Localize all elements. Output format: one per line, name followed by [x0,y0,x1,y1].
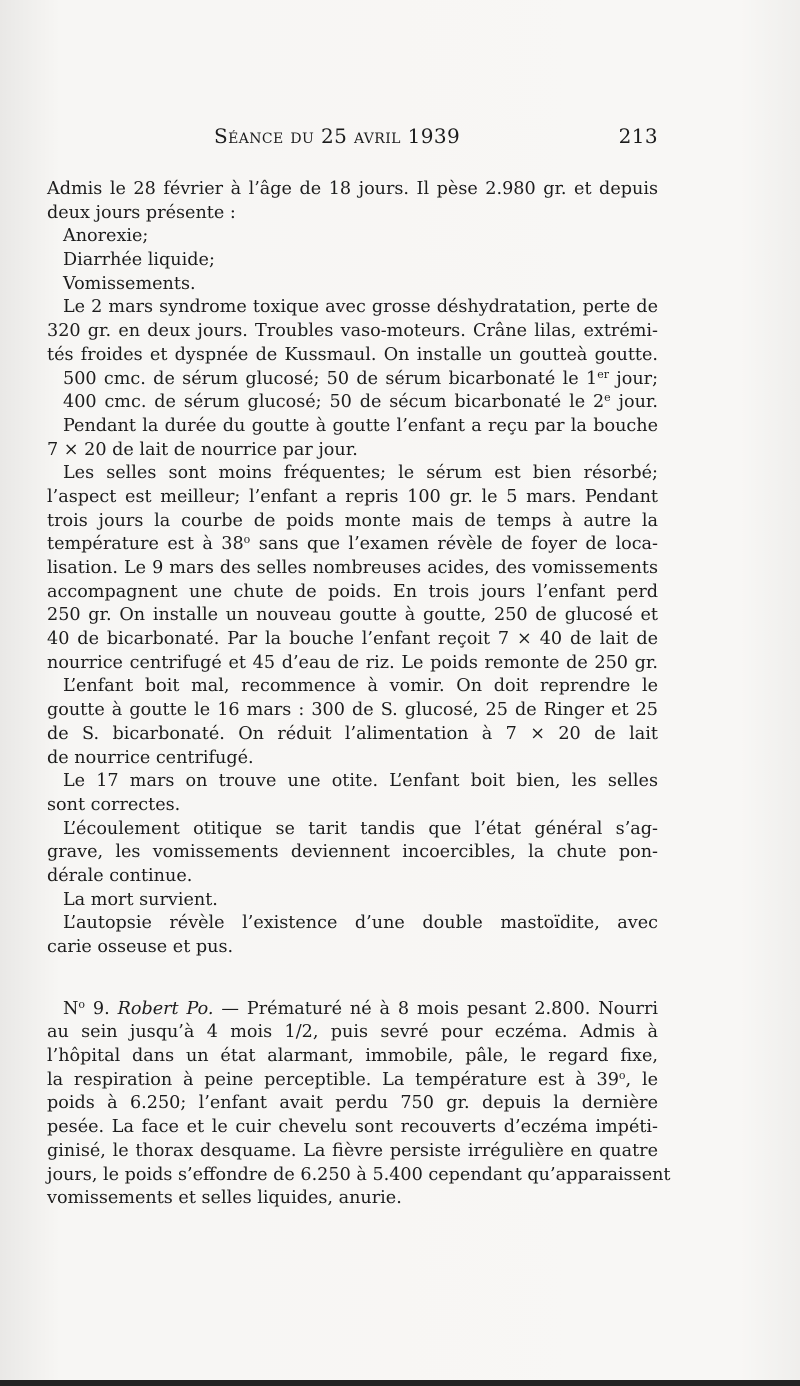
text-line: Le 2 mars syndrome toxique avec grosse déshydratation, perte de [63,297,658,318]
text-line: de nourrice centrifugé. [47,747,254,768]
text-line: Diarrhée liquide; [63,250,215,271]
text-fragment: 500 cmc. de sérum glucosé; 50 de sérum bicarbonaté le 1er jour; [63,367,658,389]
page-number: 213 [618,124,658,148]
text-fragment: la respiration à peine perceptible. La température est à 39$^o$, le [47,1068,658,1090]
text-line: jours, le poids s’effondre de 6.250 à 5.400 cependant qu’apparaissent [47,1164,671,1185]
text-line: nourrice centrifugé et 45 d’eau de riz. Le poids remonte de 250 gr. [47,652,658,673]
text-line: L’enfant boit mal, recommence à vomir. On doit reprendre le [63,676,658,697]
text-line: sont correctes. [47,794,181,815]
text-line: Les selles sont moins fréquentes; le sérum est bien résorbé; [63,463,658,484]
text-line: 7 × 20 de lait de nourrice par jour. [47,439,358,460]
text-line: 320 gr. en deux jours. Troubles vaso-moteurs. Crâne lilas, extrémi- [47,321,658,342]
text-line: L’écoulement otitique se tarit tandis que l’état général s’ag- [63,818,658,839]
text-fragment: température est à 38$^o$ sans que l’examen révèle de foyer de loca- [47,533,658,555]
text-line: Le 17 mars on trouve une otite. L’enfant boit bien, les selles [63,771,658,792]
text-line: goutte à goutte le 16 mars : 300 de S. glucosé, 25 de Ringer et 25 [47,700,658,721]
text-line: tés froides et dyspnée de Kussmaul. On installe un goutteà goutte. [47,344,658,365]
text-line: Anorexie; [63,226,149,247]
paragraph-gap [47,960,658,998]
text-line: lisation. Le 9 mars des selles nombreuses acides, des vomissements [47,558,658,578]
text-line: trois jours la courbe de poids monte mais de temps à autre la [47,510,658,531]
text-line: poids à 6.250; l’enfant avait perdu 750 gr. depuis la dernière [47,1093,658,1114]
text-line [47,533,658,557]
text-line: l’aspect est meilleur; l’enfant a repris 100 gr. le 5 mars. Pendant [47,486,658,507]
text-line: carie osseuse et pus. [47,937,234,957]
text-line [47,368,658,392]
text-line: 250 gr. On installe un nouveau goutte à goutte, 250 de glucosé et [47,605,658,626]
text-line: dérale continue. [47,865,193,886]
text-line [47,1069,658,1093]
text-line: L’autopsie révèle l’existence d’une double mastoïdite, avec [63,913,658,934]
text-line: La mort survient. [63,889,218,910]
text-fragment: 400 cmc. de sérum glucosé; 50 de sécum bicarbonaté le 2e jour. [63,391,658,413]
text-line: l’hôpital dans un état alarmant, immobile, pâle, le regard fixe, [47,1046,658,1067]
text-line: vomissements et selles liquides, anurie. [47,1188,402,1209]
text-line: accompagnent une chute de poids. En trois jours l’enfant perd [47,581,658,602]
text-line: deux jours présente : [47,202,236,223]
text-line [47,998,658,1022]
text-line: pesée. La face et le cuir chevelu sont recouverts d’eczéma impéti- [47,1117,658,1138]
running-header [214,124,658,156]
text-line: 40 de bicarbonaté. Par la bouche l’enfant reçoit 7 × 40 de lait de [47,629,658,650]
text-line: grave, les vomissements deviennent incoercibles, la chute pon- [47,842,658,863]
running-title: Séance du 25 avril 1939 [214,124,461,148]
scan-edge [0,1380,800,1386]
text-line: Admis le 28 février à l’âge de 18 jours. Il pèse 2.980 gr. et depuis [47,179,658,199]
text-line: Pendant la durée du goutte à goutte l’enfant a reçu par la bouche [63,415,658,436]
text-line [47,391,658,415]
text-line: au sein jusqu’à 4 mois 1/2, puis sevré pour eczéma. Admis à [47,1022,658,1043]
text-line: Vomissements. [63,273,196,294]
text-line: ginisé, le thorax desquame. La fièvre persiste irrégulière en quatre [47,1140,658,1161]
text-fragment: $N^o$ 9. Robert Po. — Prématuré né à 8 mois pesant 2.800. Nourri [63,997,658,1019]
text-line: de S. bicarbonaté. On réduit l’alimentation à 7 × 20 de lait [47,723,658,744]
body-text [47,178,671,1211]
